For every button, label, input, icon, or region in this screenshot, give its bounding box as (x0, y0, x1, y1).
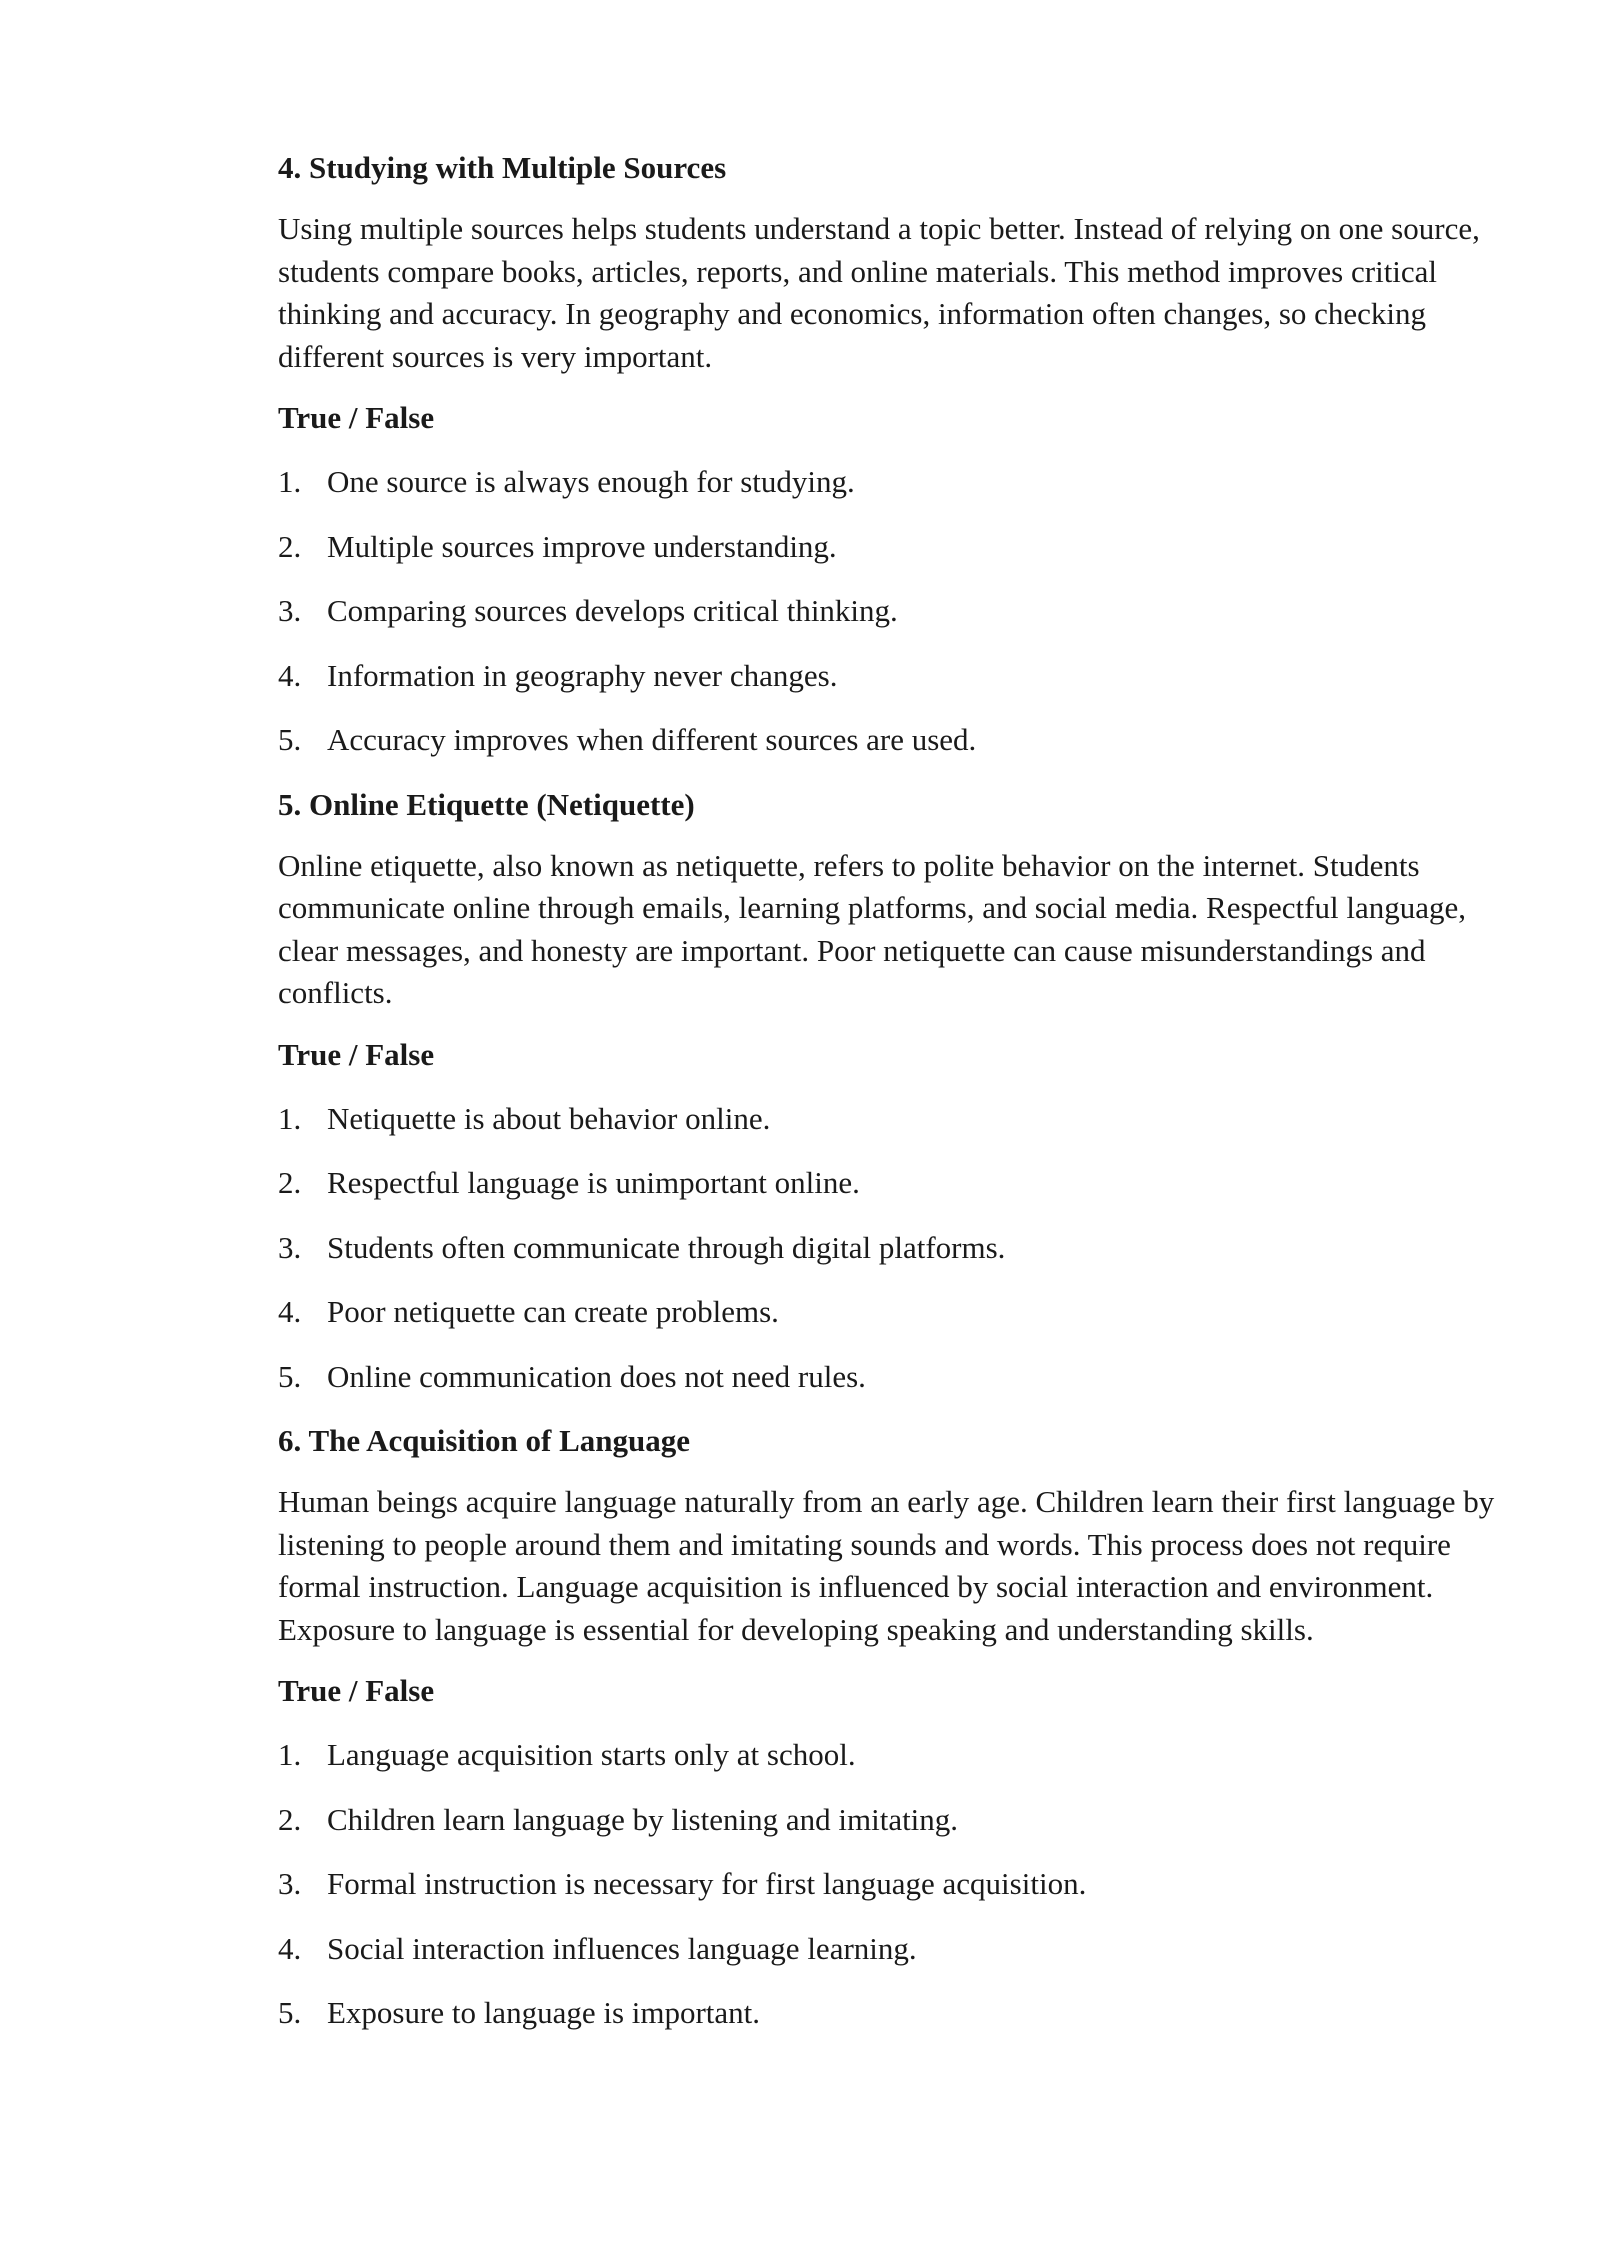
section-language-acquisition (278, 1421, 1500, 2033)
list-item (278, 720, 1500, 760)
item-text: Social interaction influences language learning. (327, 1930, 917, 1966)
list-item (278, 1929, 1500, 1969)
list-item (278, 1228, 1500, 1268)
item-number: 2. (278, 1801, 302, 1837)
true-false-heading: True / False (278, 1036, 435, 1072)
item-number: 3. (278, 1229, 302, 1265)
true-false-list (278, 462, 1500, 760)
section-paragraph: Online etiquette, also known as netiquette, refers to polite behavior on the internet. Students communicate online through emails, learning platforms, and social media. Respectful language, clear messages, and honesty are important. Poor netiquette can cause misunderstandings and conflicts. (278, 847, 1466, 1010)
list-item (278, 1357, 1500, 1397)
item-text: Poor netiquette can create problems. (327, 1294, 779, 1329)
item-text: Accuracy improves when different sources are used. (327, 722, 977, 757)
item-text: Children learn language by listening and imitating. (327, 1801, 959, 1837)
item-text: Exposure to language is important. (327, 1995, 761, 2030)
item-text: Multiple sources improve understanding. (327, 528, 837, 564)
section-paragraph: Human beings acquire language naturally from an early age. Children learn their first language by listening to people around them and imitating sounds and words. This process does not require formal instruction. Language acquisition is influenced by social interaction and environment. Exposure to language is essential for developing speaking and understanding skills. (278, 1484, 1495, 1647)
item-text: Students often communicate through digital platforms. (327, 1229, 1006, 1265)
item-number: 3. (278, 1866, 302, 1901)
true-false-list (278, 1099, 1500, 1397)
item-number: 4. (278, 1294, 302, 1329)
item-number: 2. (278, 528, 302, 564)
section-title: 5. Online Etiquette (Netiquette) (278, 786, 695, 822)
list-item (278, 1099, 1500, 1139)
list-item (278, 1800, 1500, 1840)
true-false-heading: True / False (278, 1673, 435, 1708)
item-number: 4. (278, 657, 302, 693)
section-multiple-sources (278, 148, 1500, 760)
document-page (278, 148, 1500, 2058)
item-number: 4. (278, 1930, 302, 1966)
item-text: Language acquisition starts only at school. (327, 1737, 856, 1772)
item-text: One source is always enough for studying. (327, 464, 855, 499)
section-paragraph: Using multiple sources helps students understand a topic better. Instead of relying on one source, students compare books, articles, reports, and online materials. This method improves critical thinking and accuracy. In geography and economics, information often changes, so checking different sources is very important. (278, 211, 1480, 374)
item-number: 1. (278, 1737, 302, 1772)
item-text: Information in geography never changes. (327, 657, 838, 693)
list-item (278, 527, 1500, 567)
list-item (278, 1993, 1500, 2033)
section-netiquette (278, 785, 1500, 1397)
item-number: 5. (278, 1358, 302, 1394)
true-false-heading: True / False (278, 400, 435, 435)
list-item (278, 656, 1500, 696)
item-text: Respectful language is unimportant online. (327, 1165, 860, 1200)
item-number: 1. (278, 464, 302, 499)
item-number: 1. (278, 1100, 302, 1136)
item-text: Formal instruction is necessary for first language acquisition. (327, 1866, 1087, 1901)
section-title: 4. Studying with Multiple Sources (278, 150, 727, 185)
item-text: Comparing sources develops critical thinking. (327, 593, 898, 628)
item-number: 3. (278, 593, 302, 628)
list-item (278, 1735, 1500, 1775)
list-item (278, 591, 1500, 631)
item-number: 5. (278, 722, 302, 757)
section-title: 6. The Acquisition of Language (278, 1423, 690, 1458)
list-item (278, 1163, 1500, 1203)
true-false-list (278, 1735, 1500, 2033)
list-item (278, 462, 1500, 502)
list-item (278, 1864, 1500, 1904)
list-item (278, 1292, 1500, 1332)
item-text: Online communication does not need rules. (327, 1358, 866, 1394)
item-text: Netiquette is about behavior online. (327, 1100, 771, 1136)
item-number: 2. (278, 1165, 302, 1200)
item-number: 5. (278, 1995, 302, 2030)
